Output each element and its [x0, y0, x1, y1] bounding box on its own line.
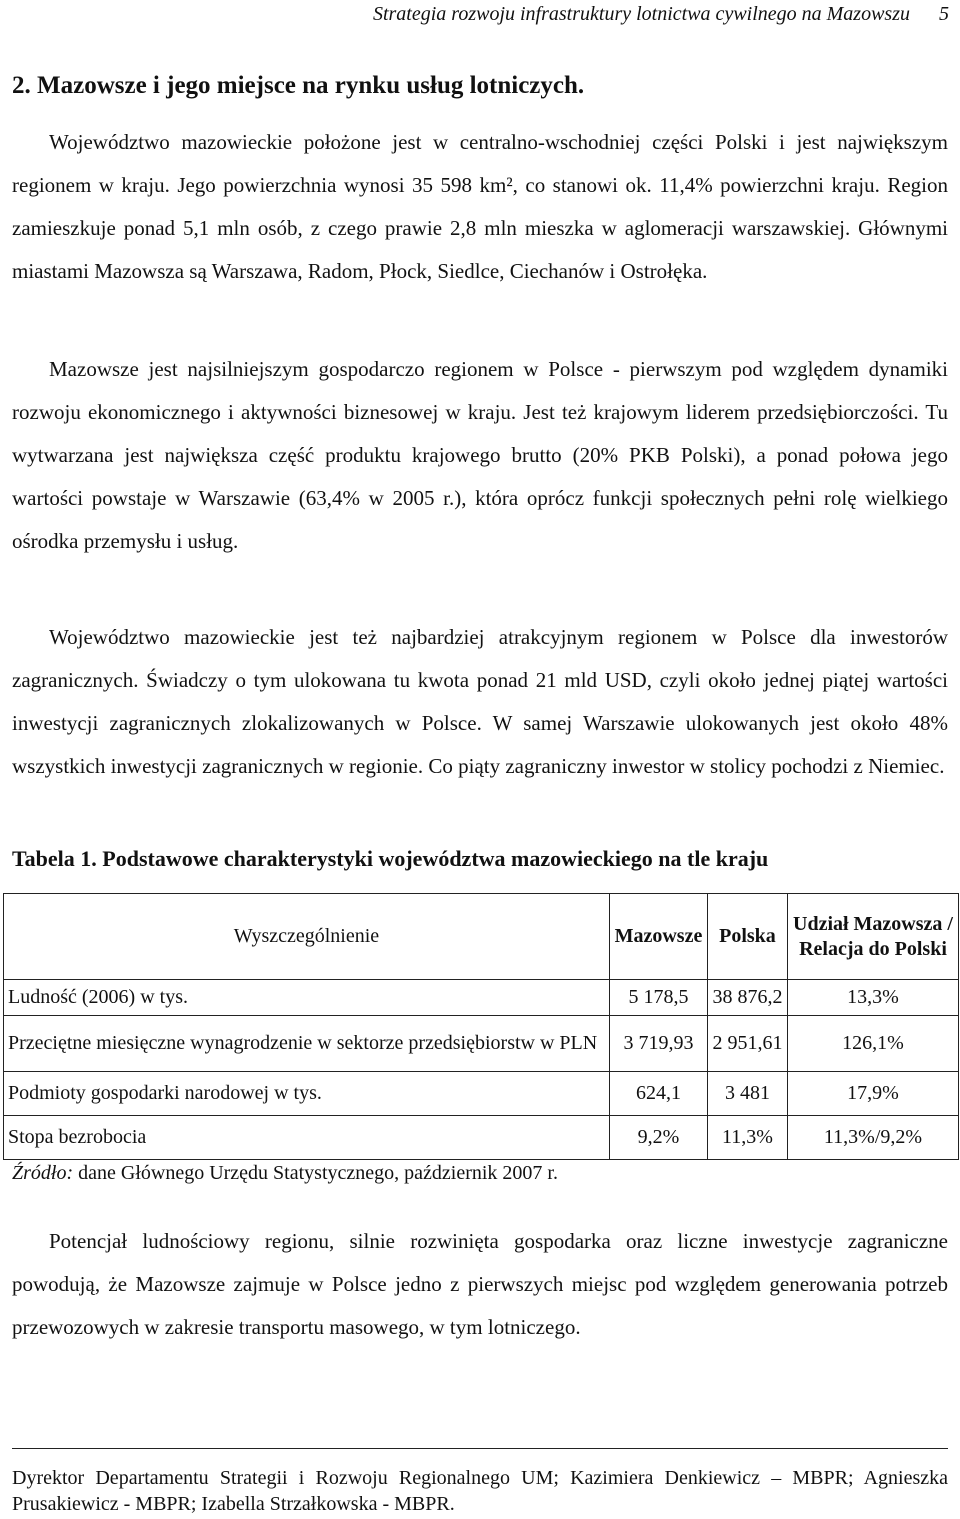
table-row	[4, 1016, 959, 1072]
source-text: dane Głównego Urzędu Statystycznego, październik 2007 r.	[73, 1162, 558, 1184]
cell-mazowsze: 3 719,93	[609, 1016, 707, 1072]
paragraph-4: Potencjał ludnościowy regionu, silnie rozwinięta gospodarka oraz liczne inwestycje zagraniczne powodują, że Mazowsze zajmuje w Polsce jedno z pierwszych miejsc pod względem generowania potrzeb przewozowych w zakresie transportu masowego, w tym lotniczego.	[12, 1229, 948, 1339]
paragraph-2: Mazowsze jest najsilniejszym gospodarczo regionem w Polsce - pierwszym pod względem dynamiki rozwoju ekonomicznego i aktywności biznesowej w kraju. Jest też krajowym liderem przedsiębiorczości. Tu wytwarzana jest największa część produktu krajowego brutto (20% PKB Polski), a ponad połowa jego wartości powstaje w Warszawie (63,4% w 2005 r.), która oprócz funkcji społecznych pełni rolę wielkiego ośrodka przemysłu i usług.	[12, 357, 948, 553]
table-row	[4, 1116, 959, 1160]
cell-polska: 3 481	[707, 1072, 787, 1116]
header-mazowsze: Mazowsze	[609, 894, 707, 980]
statistics-table	[3, 893, 959, 1160]
row-label: Podmioty gospodarki narodowej w tys.	[4, 1072, 610, 1116]
header-title: Strategia rozwoju infrastruktury lotnictwa cywilnego na Mazowszu	[372, 3, 910, 25]
section-heading: 2. Mazowsze i jego miejsce na rynku usług lotniczych.	[12, 72, 585, 99]
table-source	[12, 1162, 558, 1185]
table-row	[4, 1072, 959, 1116]
page-header	[0, 0, 960, 32]
row-label: Ludność (2006) w tys.	[4, 980, 610, 1016]
cell-mazowsze: 624,1	[609, 1072, 707, 1116]
row-label: Przeciętne miesięczne wynagrodzenie w sektorze przedsiębiorstw w PLN	[4, 1016, 610, 1072]
cell-share: 11,3%/9,2%	[788, 1116, 959, 1160]
cell-polska: 38 876,2	[707, 980, 787, 1016]
table-row	[4, 980, 959, 1016]
cell-polska: 11,3%	[707, 1116, 787, 1160]
header-description: Wyszczególnienie	[4, 894, 610, 980]
table-header-row	[4, 894, 959, 980]
cell-polska: 2 951,61	[707, 1016, 787, 1072]
cell-share: 13,3%	[788, 980, 959, 1016]
table-caption: Tabela 1. Podstawowe charakterystyki województwa mazowieckiego na tle kraju	[12, 846, 769, 871]
page-number: 5	[939, 3, 949, 25]
header-share: Udział Mazowsza / Relacja do Polski	[788, 894, 959, 980]
page-footer: Dyrektor Departamentu Strategii i Rozwoju Regionalnego UM; Kazimiera Denkiewicz – MBPR; Agnieszka Prusakiewicz - MBPR; Izabella Strzałkowska - MBPR.	[12, 1467, 948, 1515]
footer-divider	[12, 1448, 948, 1449]
cell-mazowsze: 5 178,5	[609, 980, 707, 1016]
cell-share: 126,1%	[788, 1016, 959, 1072]
cell-mazowsze: 9,2%	[609, 1116, 707, 1160]
cell-share: 17,9%	[788, 1072, 959, 1116]
paragraph-1: Województwo mazowieckie położone jest w centralno-wschodniej części Polski i jest największym regionem w kraju. Jego powierzchnia wynosi 35 598 km², co stanowi ok. 11,4% powierzchni kraju. Region zamieszkuje ponad 5,1 mln osób, z czego prawie 2,8 mln mieszka w aglomeracji warszawskiej. Głównymi miastami Mazowsza są Warszawa, Radom, Płock, Siedlce, Ciechanów i Ostrołęka.	[12, 130, 948, 283]
source-label: Źródło:	[12, 1162, 74, 1184]
header-polska: Polska	[707, 894, 787, 980]
row-label: Stopa bezrobocia	[4, 1116, 610, 1160]
paragraph-3: Województwo mazowieckie jest też najbardziej atrakcyjnym regionem w Polsce dla inwestorów zagranicznych. Świadczy o tym ulokowana tu kwota ponad 21 mld USD, czyli około jednej piątej wartości inwestycji zagranicznych zlokalizowanych w Polsce. W samej Warszawie ulokowanych jest około 48% wszystkich inwestycji zagranicznych w regionie. Co piąty zagraniczny inwestor w stolicy pochodzi z Niemiec.	[12, 625, 948, 778]
